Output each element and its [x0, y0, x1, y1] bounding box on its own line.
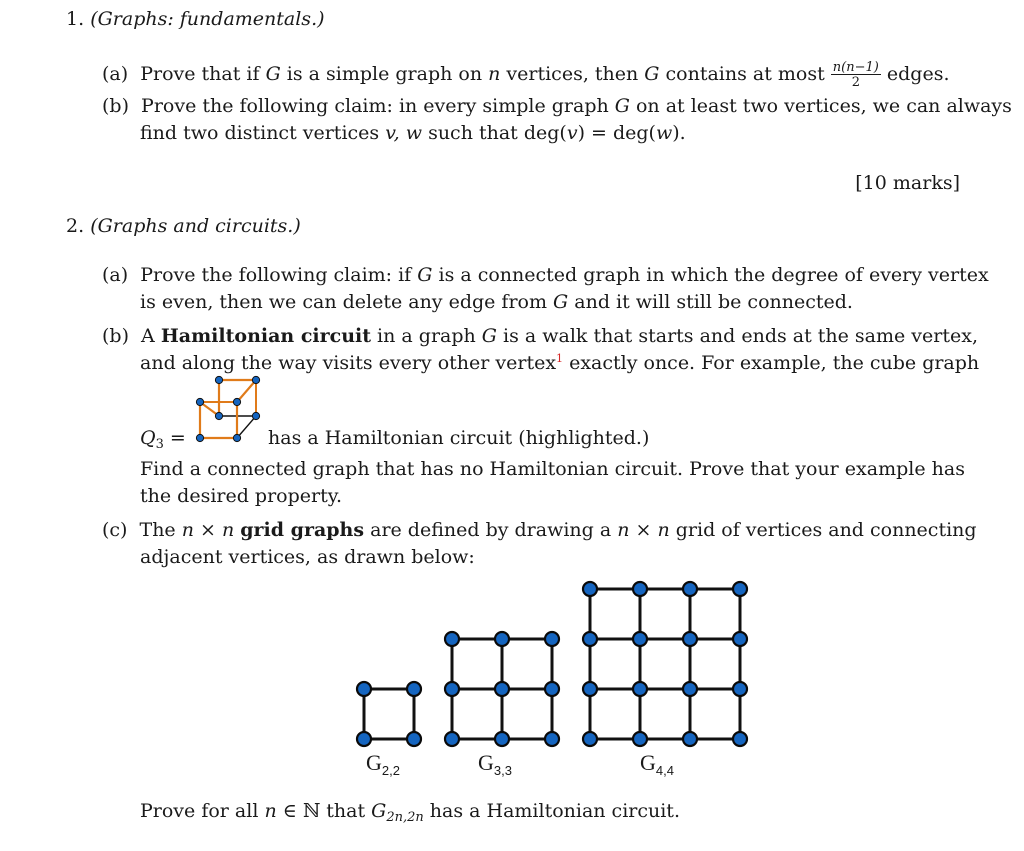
grid-vertex — [683, 582, 697, 596]
grid-graph-3x3 — [445, 632, 559, 746]
q2a-G2: G — [553, 291, 569, 313]
q2-number: 2. — [66, 215, 85, 237]
q1a-n: n — [488, 63, 501, 85]
q2a-text-1: Prove the following claim: if — [140, 264, 418, 286]
q2-title: (Graphs and circuits.) — [90, 215, 301, 237]
grid-label-g33-sub: 3,3 — [493, 763, 512, 778]
grid-graph-2x2 — [357, 682, 421, 746]
q1-title: (Graphs: fundamentals.) — [90, 8, 325, 30]
q1a-text-4: contains at most — [659, 63, 831, 85]
grid-label-g33 — [478, 750, 512, 778]
q2c-nxn: n × n — [181, 519, 235, 541]
grid-vertex — [733, 682, 747, 696]
q2b-text-1: A — [141, 325, 161, 347]
q2b-text-3: is a walk that starts and ends at the same vertex, — [496, 325, 979, 347]
q1b-text-5: ) = deg( — [577, 122, 656, 144]
q2c-text-2: are defined by drawing a — [364, 519, 618, 541]
q1b-text-3: find two distinct vertices — [140, 122, 386, 144]
grid-label-g22-sub: 2,2 — [381, 763, 400, 778]
q1b-text-2: on at least two vertices, we can always — [629, 95, 1012, 117]
q1a-text-2: is a simple graph on — [280, 63, 489, 85]
q2c-text-3: grid of vertices and connecting — [669, 519, 977, 541]
q1a-G2: G — [644, 63, 660, 85]
q2b-text-2: in a graph — [371, 325, 482, 347]
q3-equals: = — [163, 427, 186, 449]
q2b-label: (b) — [102, 325, 129, 347]
q2c-line-2: adjacent vertices, as drawn below: — [140, 546, 475, 568]
grid-vertex — [633, 732, 647, 746]
grid-vertex — [733, 732, 747, 746]
q2a-label: (a) — [102, 264, 129, 286]
grid-vertex — [445, 732, 459, 746]
q2b-text-5: exactly once. For example, the cube graph — [563, 352, 980, 374]
q2c-final-text-1: Prove for all — [140, 800, 265, 822]
q2a-text-4: and it will still be connected. — [568, 291, 853, 313]
grid-label-g22-main: G — [366, 750, 382, 775]
grid-label-g22 — [366, 750, 400, 778]
grid-vertex — [633, 682, 647, 696]
q3-symbol: Q — [140, 427, 156, 449]
grid-vertex — [357, 732, 371, 746]
q2b-G: G — [481, 325, 497, 347]
q2c-label: (c) — [102, 519, 128, 541]
grid-vertex — [683, 682, 697, 696]
grid-graph-4x4 — [583, 582, 747, 746]
grid-vertex — [545, 682, 559, 696]
grid-vertex — [733, 632, 747, 646]
q2c-final-G: G — [371, 800, 387, 822]
grid-label-g44-sub: 4,4 — [655, 763, 674, 778]
q1a-text-1: Prove that if — [140, 63, 266, 85]
q2c-final-line — [140, 800, 680, 825]
grid-vertex — [495, 682, 509, 696]
q1b-label: (b) — [102, 95, 129, 117]
marks-label: [10 marks] — [855, 172, 960, 194]
grid-vertex — [583, 582, 597, 596]
q2b-text-4: and along the way visits every other vertex — [140, 352, 557, 374]
grid-vertex — [583, 682, 597, 696]
q1a-text-5: edges. — [880, 63, 950, 85]
q1b-G: G — [614, 95, 630, 117]
q1b-vw: v, w — [385, 122, 423, 144]
q1a-text-3: vertices, then — [500, 63, 645, 85]
q2c-text-1: The — [139, 519, 182, 541]
grid-vertex — [633, 632, 647, 646]
q2c-final-n: n — [264, 800, 277, 822]
q2a-G: G — [417, 264, 433, 286]
q2c-final-text-3: has a Hamiltonian circuit. — [423, 800, 680, 822]
q2c-final-sub: 2n,2n — [386, 810, 424, 825]
q3-caption: has a Hamiltonian circuit (highlighted.) — [268, 427, 650, 449]
grid-vertex — [683, 632, 697, 646]
q2a-text-2: is a connected graph in which the degree of every vertex — [432, 264, 989, 286]
grid-vertex — [445, 682, 459, 696]
grid-label-g44-main: G — [640, 750, 656, 775]
grid-vertex — [583, 732, 597, 746]
q2b-line-5: the desired property. — [140, 485, 342, 507]
q2b-term: Hamiltonian circuit — [160, 325, 372, 347]
fraction-numerator: n(n−1) — [832, 60, 879, 75]
grid-vertex — [495, 732, 509, 746]
fraction-denominator: 2 — [851, 75, 860, 90]
q1a-G: G — [265, 63, 281, 85]
grid-label-g33-main: G — [478, 750, 494, 775]
footnote-marker[interactable]: 1 — [556, 352, 564, 365]
q2c-nxn2: n × n — [617, 519, 670, 541]
grid-vertex — [445, 632, 459, 646]
q1b-text-1: Prove the following claim: in every simple graph — [141, 95, 615, 117]
q1b-v: v — [566, 122, 578, 144]
grid-vertex — [495, 632, 509, 646]
grid-vertex — [683, 732, 697, 746]
grid-vertex — [545, 732, 559, 746]
q1-number: 1. — [66, 8, 85, 30]
q3-subscript: 3 — [155, 437, 164, 452]
q1b-w: w — [655, 122, 673, 144]
grid-label-g44 — [640, 750, 674, 778]
grid-vertex — [545, 632, 559, 646]
q2c-term: grid graphs — [240, 519, 365, 541]
grid-vertex — [407, 732, 421, 746]
q2c-final-text-2: ∈ ℕ that — [276, 800, 372, 822]
q1b-text-6: ). — [672, 122, 686, 144]
q2a-text-3: is even, then we can delete any edge from — [140, 291, 554, 313]
q1a-label: (a) — [102, 63, 129, 85]
q1b-text-4: such that deg( — [422, 122, 567, 144]
grid-vertex — [583, 632, 597, 646]
grid-vertex — [633, 582, 647, 596]
grid-vertex — [733, 582, 747, 596]
grid-vertex — [407, 682, 421, 696]
q2b-line-4: Find a connected graph that has no Hamiltonian circuit. Prove that your example has — [140, 458, 965, 480]
grid-vertex — [357, 682, 371, 696]
